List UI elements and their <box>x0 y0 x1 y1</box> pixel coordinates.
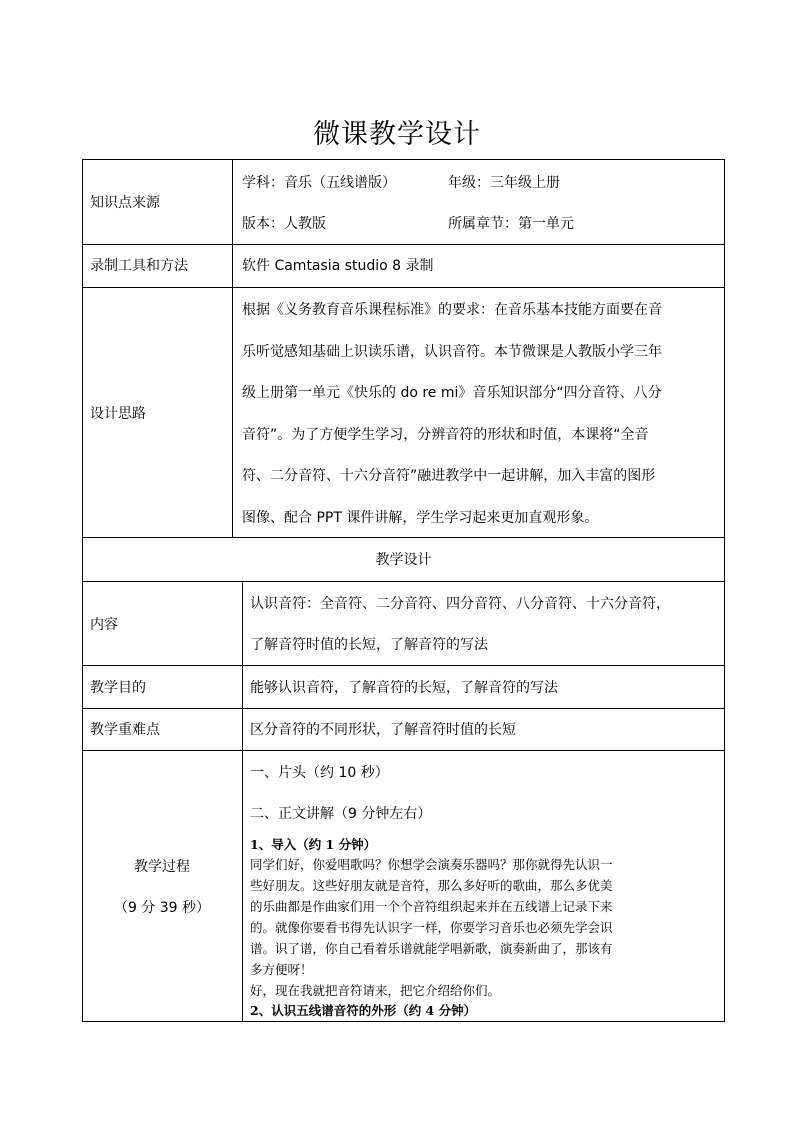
design-header: 教学设计 <box>375 552 432 568</box>
idea-line: 音符”。为了方便学生学习，分辨音符的形状和时值，本课将“全音 <box>242 427 649 443</box>
subject-value: 学科：音乐（五线谱版） <box>242 175 396 191</box>
step1-title: 1、导入（约 1 分钟） <box>250 837 377 852</box>
row-divider <box>82 537 725 538</box>
step2-title: 2、认识五线谱音符的外形（约 4 分钟） <box>250 1003 477 1018</box>
idea-line: 根据《义务教育音乐课程标准》的要求：在音乐基本技能方面要在音 <box>242 302 662 318</box>
row-divider <box>82 581 725 582</box>
chapter-value: 所属章节：第一单元 <box>448 216 574 232</box>
page-title: 微课教学设计 <box>313 119 481 150</box>
idea-line: 符、二分音符、十六分音符”融进教学中一起讲解，加入丰富的图形 <box>242 468 656 484</box>
process-label: 教学过程 <box>134 859 190 875</box>
step1-line: 同学们好，你爱唱歌吗？你想学会演奏乐器吗？那你就得先认识一 <box>250 857 613 872</box>
key-value: 区分音符的不同形状，了解音符时值的长短 <box>250 722 516 738</box>
process-part2: 二、正文讲解（9 分钟左右） <box>250 806 432 822</box>
column-divider <box>232 159 233 537</box>
grade-value: 年级：三年级上册 <box>448 175 560 191</box>
row-divider <box>82 665 725 666</box>
step1-line: 的。就像你要看书得先认识字一样，你要学习音乐也必须先学会识 <box>250 920 613 935</box>
goal-label: 教学目的 <box>90 680 146 696</box>
key-label: 教学重难点 <box>90 722 160 738</box>
goal-value: 能够认识音符，了解音符的长短，了解音符的写法 <box>250 680 558 696</box>
idea-line: 级上册第一单元《快乐的 do re mi》音乐知识部分“四分音符、八分 <box>242 385 662 401</box>
column-divider <box>242 581 243 1022</box>
content-line: 认识音符：全音符、二分音符、四分音符、八分音符、十六分音符， <box>250 596 670 612</box>
tools-label: 录制工具和方法 <box>90 258 188 274</box>
content-line: 了解音符时值的长短，了解音符的写法 <box>250 637 488 653</box>
idea-line: 图像、配合 PPT 课件讲解，学生学习起来更加直观形象。 <box>242 510 599 526</box>
step1-line: 谱。识了谱，你自己看着乐谱就能学唱新歌，演奏新曲了，那该有 <box>250 941 613 956</box>
step1-line: 些好朋友。这些好朋友就是音符，那么多好听的歌曲，那么多优美 <box>250 878 613 893</box>
row-divider <box>82 708 725 709</box>
source-label: 知识点来源 <box>90 195 160 211</box>
process-duration: （9 分 39 秒） <box>113 900 211 916</box>
row-divider <box>82 750 725 751</box>
step1-line: 的乐曲都是作曲家们用一个个音符组织起来并在五线谱上记录下来 <box>250 899 613 914</box>
tools-value: 软件 Camtasia studio 8 录制 <box>242 258 434 274</box>
step1-line: 多方便呀！ <box>250 962 313 977</box>
row-divider <box>82 287 725 288</box>
idea-label: 设计思路 <box>90 406 146 422</box>
idea-line: 乐听觉感知基础上识读乐谱，认识音符。本节微课是人教版小学三年 <box>242 344 662 360</box>
edition-value: 版本：人教版 <box>242 216 326 232</box>
process-part1: 一、片头（约 10 秒） <box>250 765 389 781</box>
row-divider <box>82 244 725 245</box>
step1-line: 好，现在我就把音符请来，把它介绍给你们。 <box>250 983 501 998</box>
content-label: 内容 <box>90 617 118 633</box>
